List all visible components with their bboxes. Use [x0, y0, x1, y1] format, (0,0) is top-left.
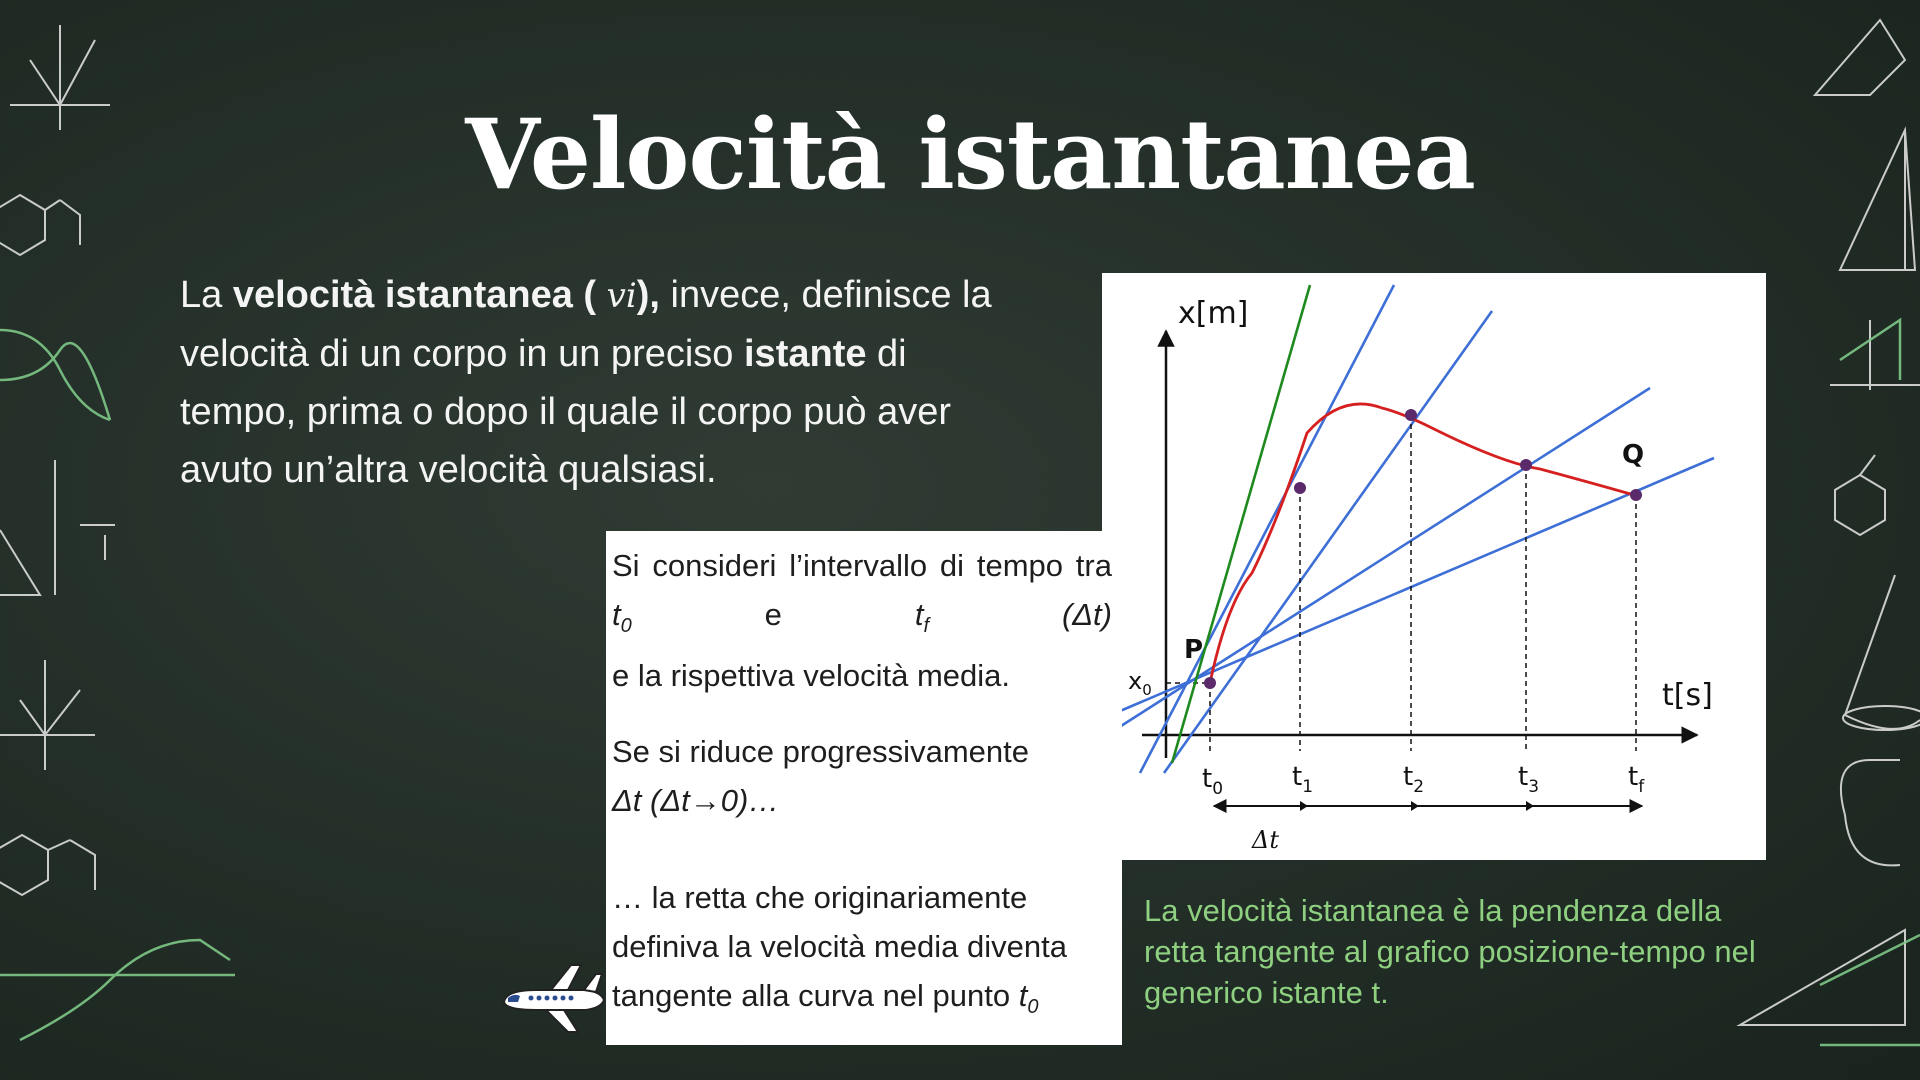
- t0-symbol-2: $t_0$: [1018, 978, 1039, 1019]
- point-t1: [1294, 482, 1306, 494]
- magnet-doodle-icon: [1841, 760, 1900, 865]
- point-q: [1630, 489, 1642, 501]
- x0-label: $x_0$: [1128, 667, 1152, 699]
- point-t2: [1405, 409, 1417, 421]
- dna-doodle-icon: [0, 330, 110, 420]
- x-axis-label: t[s]: [1662, 678, 1713, 713]
- benzene-doodle-icon-3: [1835, 455, 1885, 535]
- explain-p3-text: … la retta che originariamente definiva la velocità media diventa tangente alla curva nel punto: [612, 880, 1067, 1013]
- t0-symbol: $t_0$: [612, 597, 632, 638]
- intro-end: di tempo, prima o dopo il quale il corpo può aver avuto un’altra velocità qualsiasi.: [180, 333, 952, 491]
- position-time-graph: [1102, 273, 1766, 860]
- intro-close: ),: [636, 274, 660, 316]
- delta-t-paren: (Δt): [1061, 597, 1112, 632]
- curve-doodle-icon: [20, 940, 230, 1040]
- explain-p2-text: Se si riduce progressivamente: [612, 734, 1029, 769]
- airplane-icon: [496, 960, 606, 1040]
- axes-doodle-icon-3: [1830, 320, 1920, 390]
- tick-label-t3: $t_3$: [1518, 762, 1540, 797]
- benzene-doodle-icon-2: [0, 835, 95, 895]
- intro-lead: La: [180, 274, 233, 316]
- point-p: [1204, 677, 1216, 689]
- explain-paragraph-2: [606, 727, 1130, 825]
- tf-symbol: $t_f$: [914, 597, 930, 638]
- explanation-box: [606, 531, 1122, 1045]
- geometry-doodle-icon: [0, 460, 115, 595]
- y-axis-label: x[m]: [1178, 296, 1249, 331]
- explain-p1-end: e la rispettiva velocità media.: [612, 658, 1011, 694]
- intro-body: invece, definisce la velocità di un corpo in un preciso: [180, 274, 992, 375]
- cone-doodle-icon: [1843, 575, 1920, 730]
- intro-paragraph: [180, 266, 1010, 499]
- explain-paragraph-1: [606, 541, 1120, 700]
- tick-label-t2: $t_2$: [1403, 762, 1425, 797]
- position-curve: [1210, 404, 1634, 683]
- secant-line-2: [1164, 311, 1492, 773]
- tick-label-tf: $t_f$: [1628, 762, 1645, 797]
- secant-line-1: [1140, 285, 1394, 773]
- definition-note: La velocità istantanea è la pendenza della retta tangente al grafico posizione-tempo nel generico istante t.: [1144, 893, 1756, 1010]
- axes-doodle-icon-2: [0, 660, 95, 770]
- page-title: Velocità istantanea: [465, 98, 1475, 211]
- intro-term: velocità istantanea (: [232, 274, 607, 316]
- intro-symbol: vi: [606, 276, 637, 316]
- point-q-label: Q: [1622, 440, 1645, 470]
- explain-paragraph-3: [606, 873, 1130, 1032]
- tick-label-t1: $t_1$: [1292, 762, 1314, 797]
- tick-label-t0: $t_0$: [1202, 764, 1224, 799]
- point-p-label: P: [1184, 635, 1204, 665]
- explain-p1-text: Si consideri l’intervallo di tempo tra: [612, 548, 1112, 583]
- delta-t-limit: Δt (Δt→0)…: [612, 783, 780, 818]
- tangent-line: [1172, 285, 1310, 763]
- point-t3: [1520, 459, 1532, 471]
- interval-label: Δt: [1252, 826, 1279, 854]
- explain-and: e: [631, 597, 915, 632]
- intro-istante: istante: [744, 333, 867, 375]
- graph-svg: [1102, 273, 1766, 860]
- wedge-doodle-icon: [1815, 20, 1905, 95]
